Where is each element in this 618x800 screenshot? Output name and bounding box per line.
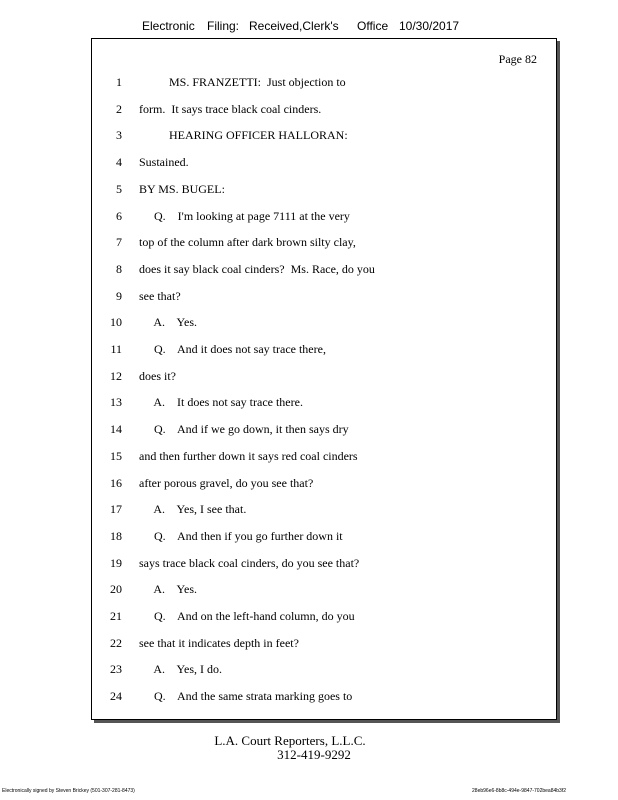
transcript-line bbox=[92, 582, 558, 602]
transcript-line bbox=[92, 689, 558, 709]
line-number: 24 bbox=[110, 689, 122, 704]
line-number: 12 bbox=[110, 368, 122, 383]
transcript-line bbox=[92, 556, 558, 576]
transcript-line bbox=[92, 102, 558, 122]
footer-phone: 312-419-9292 bbox=[277, 747, 351, 762]
line-number: 19 bbox=[110, 555, 122, 570]
transcript-line bbox=[92, 182, 558, 202]
line-number: 6 bbox=[116, 208, 122, 223]
line-number: 3 bbox=[116, 128, 122, 143]
footer-company: L.A. Court Reporters, L.L.C. bbox=[214, 733, 366, 748]
line-number: 13 bbox=[110, 395, 122, 410]
transcript-line bbox=[92, 422, 558, 442]
transcript-line bbox=[92, 502, 558, 522]
transcript-page bbox=[91, 38, 557, 720]
transcript-line bbox=[92, 369, 558, 389]
line-number: 21 bbox=[110, 609, 122, 623]
line-number: 8 bbox=[116, 261, 122, 276]
filing-header-date: 10/30/2017 bbox=[399, 19, 460, 33]
line-text: BY MS. BUGEL: bbox=[139, 181, 225, 196]
transcript-line bbox=[92, 395, 558, 415]
transcript-line bbox=[92, 128, 558, 148]
line-text: Q. I'm looking at page 7111 at the very bbox=[139, 208, 350, 223]
transcript-line bbox=[92, 155, 558, 175]
filing-header bbox=[0, 19, 618, 37]
line-text: says trace black coal cinders, do you see that? bbox=[139, 555, 360, 570]
page-number: Page 82 bbox=[498, 52, 537, 66]
line-text: and then further down it says red coal cinders bbox=[139, 448, 358, 463]
transcript-line bbox=[92, 529, 558, 549]
signature-left: Electronically signed by Steven Brickey (501-307-281-8473) bbox=[2, 788, 135, 794]
line-number: 14 bbox=[110, 422, 122, 437]
line-text: HEARING OFFICER HALLORAN: bbox=[139, 128, 348, 143]
transcript-line bbox=[92, 315, 558, 335]
line-text: see that? bbox=[139, 288, 181, 303]
line-text: does it? bbox=[139, 368, 176, 383]
transcript-line bbox=[92, 342, 558, 362]
line-text: A. Yes. bbox=[139, 315, 198, 330]
line-text: Q. And on the left-hand column, do you bbox=[139, 609, 355, 623]
line-number: 4 bbox=[116, 155, 122, 170]
filing-header-electronic: Electronic bbox=[142, 19, 195, 33]
signature-right: 28eb96e6-8b8c-494e-9847-702bea84b3f2 bbox=[472, 788, 566, 794]
line-number: 18 bbox=[110, 528, 122, 543]
line-text: Q. And it does not say trace there, bbox=[139, 342, 326, 356]
line-text: A. Yes, I do. bbox=[139, 662, 223, 677]
line-number: 23 bbox=[110, 662, 122, 677]
line-text: Q. And the same strata marking goes to bbox=[139, 689, 353, 704]
transcript-line bbox=[92, 262, 558, 282]
line-text: top of the column after dark brown silty clay, bbox=[139, 235, 356, 250]
line-text: MS. FRANZETTI: Just objection to bbox=[139, 75, 346, 89]
line-number: 17 bbox=[110, 502, 122, 517]
line-text: Q. And then if you go further down it bbox=[139, 528, 343, 543]
transcript-line bbox=[92, 662, 558, 682]
line-text: see that it indicates depth in feet? bbox=[139, 635, 299, 650]
line-number: 10 bbox=[110, 315, 122, 330]
line-number: 9 bbox=[116, 288, 122, 303]
line-number: 1 bbox=[116, 75, 122, 89]
transcript-line bbox=[92, 636, 558, 656]
line-text: does it say black coal cinders? Ms. Race, do you bbox=[139, 261, 375, 276]
filing-header-office: Office bbox=[357, 19, 389, 33]
transcript-line bbox=[92, 609, 558, 629]
transcript-line bbox=[92, 75, 558, 95]
line-number: 5 bbox=[116, 181, 122, 196]
transcript-line bbox=[92, 476, 558, 496]
line-number: 2 bbox=[116, 101, 122, 116]
line-number: 7 bbox=[116, 235, 122, 250]
transcript-line bbox=[92, 289, 558, 309]
transcript-line bbox=[92, 235, 558, 255]
line-number: 16 bbox=[110, 475, 122, 490]
line-text: Sustained. bbox=[139, 155, 189, 170]
transcript-line bbox=[92, 209, 558, 229]
line-text: A. Yes. bbox=[139, 582, 198, 597]
line-number: 22 bbox=[110, 635, 122, 650]
line-text: form. It says trace black coal cinders. bbox=[139, 101, 322, 116]
line-text: Q. And if we go down, it then says dry bbox=[139, 422, 349, 437]
filing-header-received: Received,Clerk's bbox=[249, 19, 339, 33]
transcript-line bbox=[92, 449, 558, 469]
filing-header-filing: Filing: bbox=[207, 19, 240, 33]
line-text: A. Yes, I see that. bbox=[139, 502, 247, 517]
line-text: A. It does not say trace there. bbox=[139, 395, 303, 410]
line-number: 20 bbox=[110, 582, 122, 597]
line-number: 11 bbox=[110, 342, 122, 356]
line-number: 15 bbox=[110, 448, 122, 463]
line-text: after porous gravel, do you see that? bbox=[139, 475, 314, 490]
